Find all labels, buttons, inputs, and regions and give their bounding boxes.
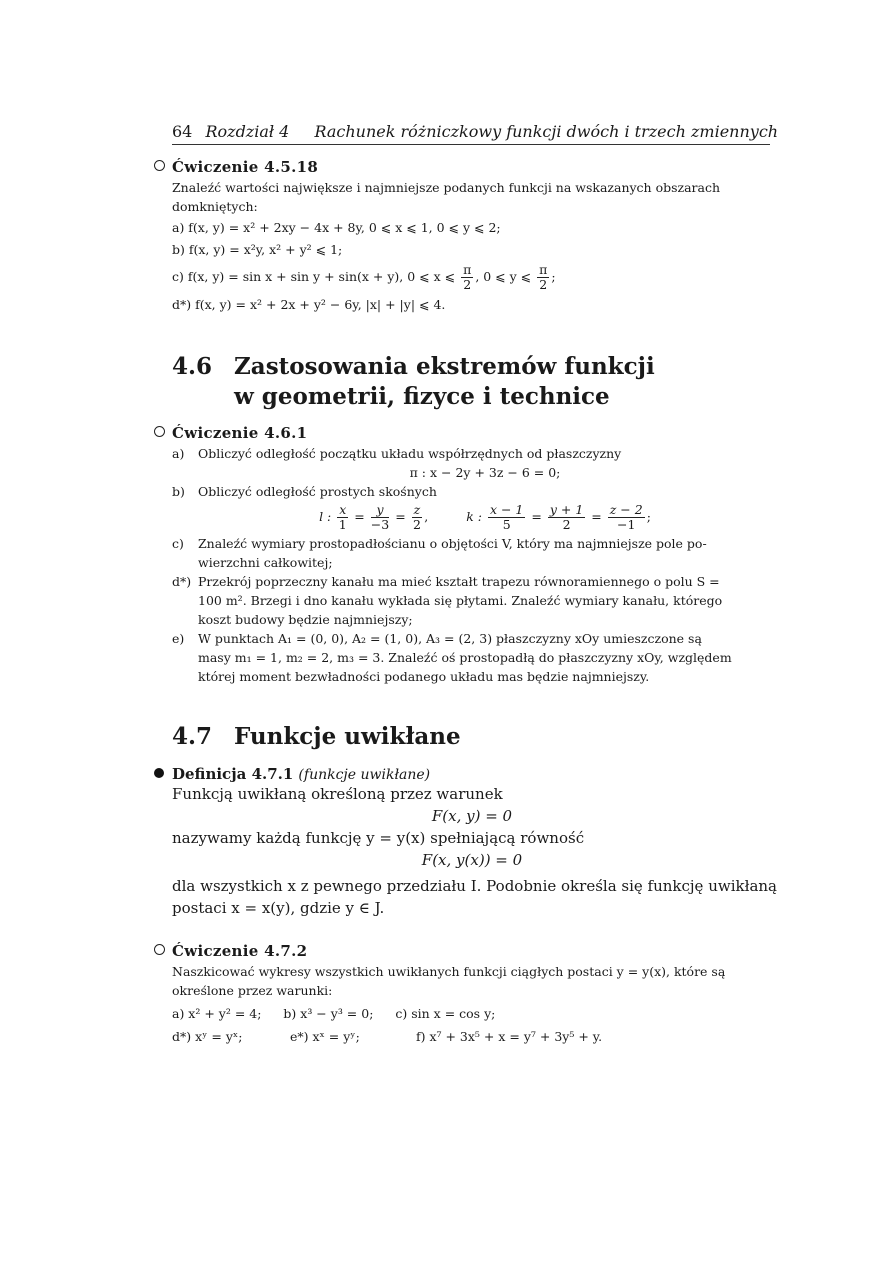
section-heading-4-6 — [172, 352, 655, 412]
fraction-denominator: −1 — [617, 517, 636, 532]
chapter-title: Rachunek różniczkowy funkcji dwóch i trzech zmiennych — [314, 122, 779, 141]
definition-4-7-1 — [172, 764, 777, 919]
exercise-item-a: a) x² + y² = 4; — [172, 1006, 262, 1021]
line-k-label: k : — [466, 509, 482, 524]
semicolon: ; — [646, 509, 651, 524]
definition-equation: F(x, y(x)) = 0 — [421, 851, 523, 869]
item-label: b) — [172, 484, 185, 499]
definition-text: nazywamy każdą funkcję y = y(x) spełniającą równość — [172, 829, 585, 847]
fraction-numerator: z − 2 — [609, 502, 643, 517]
exercise-body — [172, 444, 772, 686]
exercise-title: Ćwiczenie 4.5.18 — [172, 158, 319, 176]
fraction-numerator: z — [413, 502, 421, 517]
fraction-denominator: 2 — [562, 517, 571, 532]
chapter-label: Rozdział 4 — [205, 122, 290, 141]
section-title: Zastosowania ekstremów funkcji — [234, 353, 655, 380]
exercise-bullet-icon — [154, 426, 165, 437]
item-label: e) — [172, 631, 185, 646]
exercise-item-c — [172, 263, 772, 292]
definition-heading — [172, 764, 772, 783]
item-text: 100 m². Brzegi i dno kanału wykłada się płytami. Znaleźć wymiary kanału, którego — [198, 593, 723, 608]
exercise-item-d: d*) f(x, y) = x² + 2x + y² − 6y, |x| + |y| ⩽ 4. — [172, 297, 446, 312]
item-text: W punktach A₁ = (0, 0), A₂ = (1, 0), A₃ = (2, 3) płaszczyzny xOy umieszczone są — [198, 631, 702, 646]
exercise-item-c: c) sin x = cos y; — [395, 1006, 496, 1021]
fraction-numerator: x — [339, 502, 347, 517]
fraction-denominator: 2 — [412, 517, 421, 532]
definition-text: Funkcją uwikłaną określoną przez warunek — [172, 785, 503, 803]
section-number: 4.7 — [172, 723, 213, 750]
definition-subtitle: (funkcje uwikłane) — [298, 767, 431, 783]
section-title: w geometrii, fizyce i technice — [234, 383, 610, 410]
item-label: a) — [172, 446, 185, 461]
item-text: Obliczyć odległość początku układu współrzędnych od płaszczyzny — [198, 446, 622, 461]
exercise-items-row-2 — [172, 1027, 772, 1046]
exercise-items-row-1 — [172, 1004, 772, 1023]
fraction-denominator: −3 — [370, 517, 390, 532]
exercise-item-d — [172, 572, 772, 629]
fraction-denominator: 2 — [463, 277, 472, 292]
exercise-item-d: d*) xʸ = yˣ; — [172, 1029, 243, 1044]
fraction-numerator: x − 1 — [489, 502, 524, 517]
running-header — [172, 122, 779, 141]
fraction-denominator: 5 — [502, 517, 511, 532]
item-c-text: ; — [551, 269, 556, 284]
exercise-item-a — [172, 444, 772, 482]
fraction-numerator: y — [371, 503, 389, 518]
equals-sign: = — [531, 509, 542, 524]
section-number: 4.6 — [172, 353, 213, 380]
fraction-numerator: π — [463, 262, 472, 277]
definition-equation: F(x, y) = 0 — [431, 807, 513, 825]
equals-sign: = — [395, 509, 406, 524]
item-text: Obliczyć odległość prostych skośnych — [198, 484, 437, 499]
exercise-title: Ćwiczenie 4.6.1 — [172, 424, 308, 442]
plane-equation: π : x − 2y + 3z − 6 = 0; — [409, 465, 561, 480]
exercise-text: domkniętych: — [172, 199, 258, 214]
definition-body — [172, 783, 777, 919]
exercise-item-f: f) x⁷ + 3x⁵ + x = y⁷ + 3y⁵ + y. — [415, 1029, 603, 1044]
exercise-4-7-2 — [172, 942, 772, 1046]
exercise-item-b: b) x³ − y³ = 0; — [283, 1006, 374, 1021]
item-text: wierzchni całkowitej; — [198, 555, 333, 570]
exercise-text: Znaleźć wartości największe i najmniejsze podanych funkcji na wskazanych obszarach — [172, 180, 721, 195]
exercise-item-e: e*) xˣ = yʸ; — [289, 1029, 360, 1044]
section-title: Funkcje uwikłane — [234, 723, 461, 750]
exercise-item-c — [172, 534, 772, 572]
item-text: Przekrój poprzeczny kanału ma mieć kształt trapezu równoramiennego o polu S = — [198, 574, 720, 589]
definition-text: dla wszystkich x z pewnego przedziału I. Podobnie określa się funkcję uwikłaną — [172, 877, 777, 895]
item-text: koszt budowy będzie najmniejszy; — [198, 612, 413, 627]
equals-sign: = — [354, 509, 365, 524]
fraction-denominator: 1 — [338, 517, 347, 532]
item-c-text: c) f(x, y) = sin x + sin y + sin(x + y), 0 ⩽ x ⩽ — [172, 269, 456, 284]
exercise-item-b: b) f(x, y) = x²y, x² + y² ⩽ 1; — [172, 242, 343, 257]
item-text: masy m₁ = 1, m₂ = 2, m₃ = 3. Znaleźć oś prostopadłą do płaszczyzny xOy, względem — [198, 650, 732, 665]
definition-title: Definicja 4.7.1 — [172, 765, 294, 783]
exercise-4-5-18 — [172, 158, 772, 314]
exercise-title: Ćwiczenie 4.7.2 — [172, 942, 308, 960]
section-heading-4-7 — [172, 722, 461, 752]
exercise-body — [172, 962, 772, 1046]
comma: , — [424, 509, 429, 524]
item-c-text: , 0 ⩽ y ⩽ — [475, 269, 532, 284]
exercise-item-e — [172, 629, 772, 686]
exercise-text: Naszkicować wykresy wszystkich uwikłanych funkcji ciągłych postaci y = y(x), które są — [172, 964, 726, 979]
exercise-item-a: a) f(x, y) = x² + 2xy − 4x + 8y, 0 ⩽ x ⩽ 1, 0 ⩽ y ⩽ 2; — [172, 220, 501, 235]
exercise-item-b — [172, 482, 772, 532]
header-rule — [172, 144, 770, 145]
item-text: Znaleźć wymiary prostopadłościanu o objętości V, który ma najmniejsze pole po- — [198, 536, 707, 551]
line-l-label: l : — [319, 509, 332, 524]
definition-text: postaci x = x(y), gdzie y ∈ J. — [172, 899, 385, 917]
exercise-bullet-icon — [154, 944, 165, 955]
equals-sign: = — [591, 509, 602, 524]
exercise-4-6-1 — [172, 424, 772, 686]
fraction-numerator: y + 1 — [549, 502, 584, 517]
definition-bullet-icon — [154, 768, 164, 778]
fraction-denominator: 2 — [539, 277, 548, 292]
exercise-bullet-icon — [154, 160, 165, 171]
exercise-text: określone przez warunki: — [172, 983, 333, 998]
item-text: której moment bezwładności podanego układu mas będzie najmniejszy. — [198, 669, 650, 684]
page-number: 64 — [172, 122, 193, 141]
skew-lines-equations — [198, 503, 772, 532]
item-label: c) — [172, 536, 184, 551]
exercise-body — [172, 178, 772, 314]
item-label: d*) — [172, 574, 192, 589]
fraction-numerator: π — [539, 262, 548, 277]
